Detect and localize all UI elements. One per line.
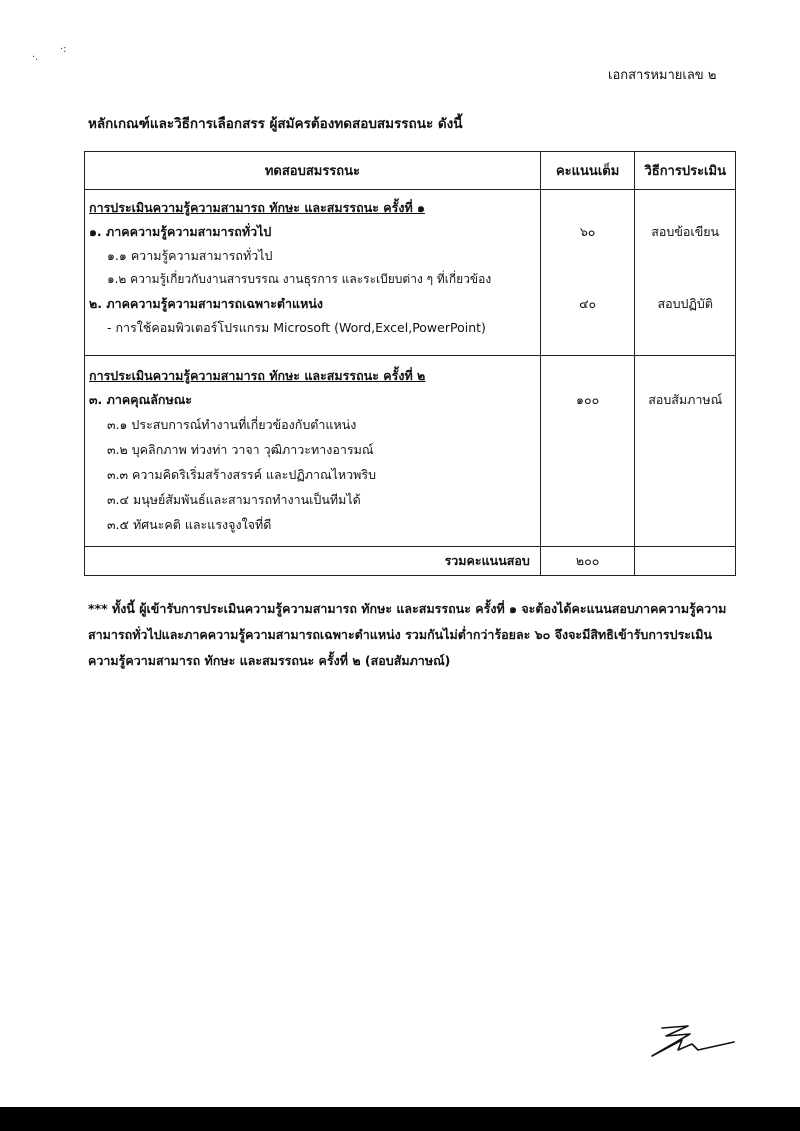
total-value: ๒๐๐ <box>540 547 635 576</box>
eligibility-note: *** ทั้งนี้ ผู้เข้ารับการประเมินความรู้ความสามารถ ทักษะ และสมรรถนะ ครั้งที่ ๑ จะต้องได้คะแนนสอบภาคความรู้ความสามารถทั่วไปและภาคความรู้ความสามารถเฉพาะตำแหน่ง รวมกันไม่ต่ำกว่าร้อยละ ๖๐ จึงจะมีสิทธิเข้ารับการประเมินความรู้ความสามารถ ทักษะ และสมรรถนะ ครั้งที่ ๒ (สอบสัมภาษณ์) <box>88 601 727 668</box>
scan-speck: ·. <box>32 52 39 63</box>
scan-speck: ·: <box>60 44 67 55</box>
page-title: หลักเกณฑ์และวิธีการเลือกสรร ผู้สมัครต้องทดสอบสมรรถนะ ดังนี้ <box>88 116 463 132</box>
scan-edge-bar <box>0 1107 800 1131</box>
score-part1-specific: ๔๐ <box>579 296 597 311</box>
item-3-4: ๓.๔ มนุษย์สัมพันธ์และสามารถทำงานเป็นทีมได้ <box>107 492 361 507</box>
item-2-1: - การใช้คอมพิวเตอร์โปรแกรม Microsoft (Word,Excel,PowerPoint) <box>107 320 486 335</box>
part1-title: การประเมินความรู้ความสามารถ ทักษะ และสมรรถนะ ครั้งที่ ๑ <box>89 200 425 215</box>
item-1-2: ๑.๒ ความรู้เกี่ยวกับงานสารบรรณ งานธุรการ และระเบียบต่าง ๆ ที่เกี่ยวข้อง <box>107 272 492 286</box>
score-part2: ๑๐๐ <box>576 392 600 407</box>
method-written: สอบข้อเขียน <box>651 224 720 239</box>
table-row-part2 <box>85 356 736 547</box>
item-3: ๓. ภาคคุณลักษณะ <box>89 392 193 407</box>
header-test: ทดสอบสมรรถนะ <box>85 152 541 190</box>
item-3-2: ๓.๒ บุคลิกภาพ ท่วงท่า วาจา วุฒิภาวะทางอารมณ์ <box>107 442 374 457</box>
item-3-1: ๓.๑ ประสบการณ์ทำงานที่เกี่ยวข้องกับตำแหน่ง <box>107 417 357 432</box>
part2-title: การประเมินความรู้ความสามารถ ทักษะ และสมรรถนะ ครั้งที่ ๒ <box>89 368 426 383</box>
item-3-3: ๓.๓ ความคิดริเริ่มสร้างสรรค์ และปฏิภาณไหวพริบ <box>107 467 377 482</box>
header-method: วิธีการประเมิน <box>635 152 736 190</box>
total-label: รวมคะแนนสอบ <box>85 547 541 576</box>
method-practical: สอบปฏิบัติ <box>657 296 713 311</box>
method-interview: สอบสัมภาษณ์ <box>648 392 723 407</box>
item-2: ๒. ภาคความรู้ความสามารถเฉพาะตำแหน่ง <box>89 296 323 311</box>
item-1-1: ๑.๑ ความรู้ความสามารถทั่วไป <box>107 248 273 263</box>
criteria-table <box>84 151 736 576</box>
document-number: เอกสารหมายเลข ๒ <box>608 68 717 83</box>
total-empty-cell <box>635 547 736 576</box>
signature-mark <box>648 1022 738 1062</box>
table-row-part1 <box>85 190 736 356</box>
item-3-5: ๓.๕ ทัศนะคติ และแรงจูงใจที่ดี <box>107 517 272 532</box>
table-header-row <box>85 152 736 190</box>
table-total-row <box>85 547 736 576</box>
score-part1-general: ๖๐ <box>579 224 596 239</box>
header-score: คะแนนเต็ม <box>540 152 635 190</box>
item-1: ๑. ภาคความรู้ความสามารถทั่วไป <box>89 224 272 239</box>
